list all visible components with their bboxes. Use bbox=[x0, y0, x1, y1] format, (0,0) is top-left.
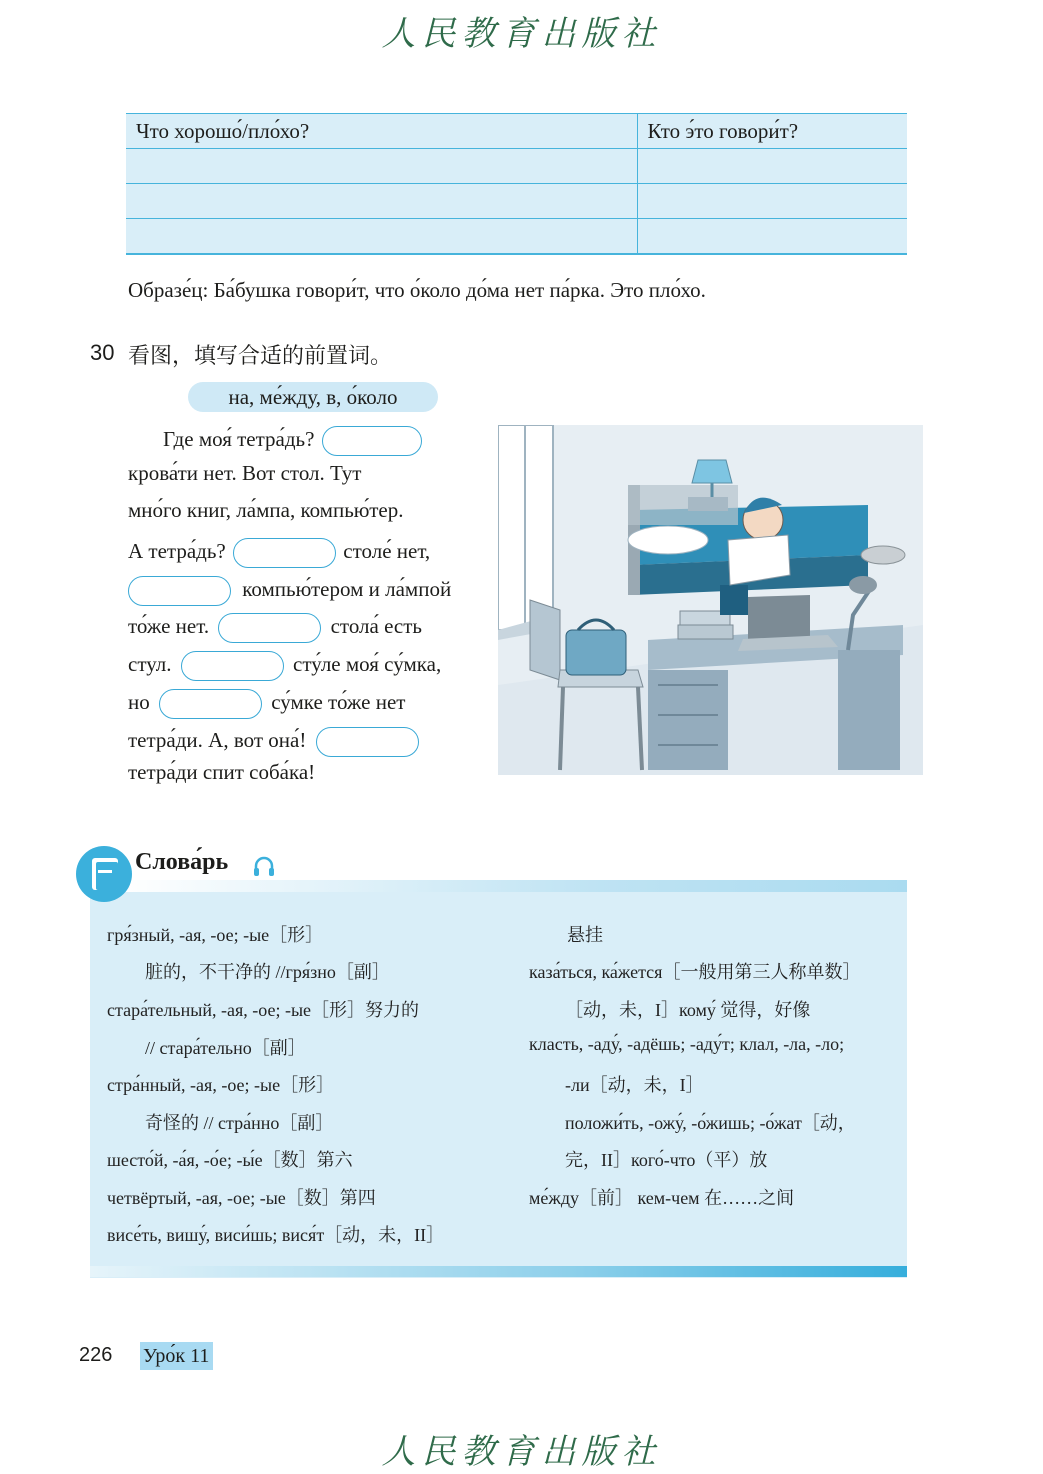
answer-blank-3[interactable] bbox=[128, 576, 231, 606]
text-line-5 bbox=[128, 576, 451, 606]
page-number: 226 bbox=[79, 1344, 113, 1366]
vocab-entry: -ли［动，未，I］ bbox=[565, 1075, 704, 1095]
text-line-7 bbox=[128, 651, 441, 681]
answer-blank-4[interactable] bbox=[218, 613, 321, 643]
table-header-row bbox=[126, 114, 907, 149]
vocab-entry: висе́ть, вишу́, виси́шь; вися́т［动，未，II］ bbox=[107, 1225, 445, 1245]
exercise-number: 30 bbox=[90, 340, 115, 365]
text-line-6 bbox=[128, 613, 422, 643]
answer-blank-6[interactable] bbox=[159, 689, 262, 719]
table-row bbox=[126, 219, 907, 254]
publisher-logo-bottom: 人民教育出版社 bbox=[381, 1432, 662, 1472]
table-cell[interactable] bbox=[637, 219, 907, 254]
line-text: стул. bbox=[128, 651, 172, 676]
line-text: столе́ нет, bbox=[343, 538, 431, 563]
text-line-9 bbox=[128, 727, 419, 757]
word-bank: на, ме́жду, в, о́коло bbox=[188, 382, 438, 412]
answer-blank-2[interactable] bbox=[233, 538, 336, 568]
line-text: мно́го книг, ла́мпа, компью́тер. bbox=[128, 498, 404, 522]
survey-table bbox=[126, 113, 907, 255]
table-header-good-bad: Что хорошо́/пло́хо? bbox=[126, 114, 637, 149]
text-line-1 bbox=[163, 426, 422, 456]
vocab-entry: шесто́й, -а́я, -о́е; -ы́е［数］第六 bbox=[107, 1150, 353, 1170]
text-line-4 bbox=[128, 538, 430, 568]
text-line-8 bbox=[128, 689, 405, 719]
text-line-2 bbox=[128, 461, 361, 486]
vocab-entry: каза́ться, ка́жется［一般用第三人称单数］ bbox=[529, 962, 861, 982]
line-text: компью́тером и ла́мпой bbox=[242, 576, 452, 601]
answer-blank-7[interactable] bbox=[316, 727, 419, 757]
table-cell[interactable] bbox=[126, 184, 637, 219]
vocab-entry: стара́тельный, -ая, -ое; -ые［形］努力的 bbox=[107, 1000, 420, 1020]
line-text: но bbox=[128, 689, 150, 714]
vocab-entry: ме́жду［前］ кем-чем 在……之间 bbox=[529, 1188, 795, 1208]
line-text: тетра́ди спит соба́ка! bbox=[128, 760, 316, 784]
exercise-task: 看图，填写合适的前置词。 bbox=[128, 344, 393, 369]
vocab-entry: ［动，未，I］кому́ 觉得，好像 bbox=[565, 1000, 811, 1020]
table-header-who-says: Кто э́то говори́т? bbox=[637, 114, 907, 149]
text-line-3 bbox=[128, 498, 403, 523]
line-text: крова́ти нет. Вот стол. Тут bbox=[128, 461, 362, 485]
vocab-entry: стра́нный, -ая, -ое; -ые［形］ bbox=[107, 1075, 335, 1095]
vocabulary-title: Слова́рь bbox=[135, 849, 229, 875]
vocab-entry: четвёртый, -ая, -ое; -ые［数］第四 bbox=[107, 1188, 376, 1208]
vocab-entry: гря́зный, -ая, -ое; -ые［形］ bbox=[107, 925, 324, 945]
text-line-10 bbox=[128, 760, 315, 785]
line-text: А тетра́дь? bbox=[128, 538, 226, 563]
table-row bbox=[126, 184, 907, 219]
table-cell[interactable] bbox=[126, 219, 637, 254]
lesson-label: Уро́к 11 bbox=[140, 1342, 213, 1370]
table-cell[interactable] bbox=[637, 184, 907, 219]
vocab-entry: положи́ть, -ожу́, -о́жишь; -о́жат［动， bbox=[565, 1113, 856, 1133]
answer-blank-1[interactable] bbox=[322, 426, 422, 456]
dictionary-icon bbox=[76, 846, 132, 902]
line-text: сту́ле моя́ су́мка, bbox=[293, 651, 442, 676]
answer-blank-5[interactable] bbox=[181, 651, 284, 681]
table-cell[interactable] bbox=[126, 149, 637, 184]
line-text: тетра́ди. А, вот она́! bbox=[128, 727, 307, 752]
line-text: су́мке то́же нет bbox=[271, 689, 406, 714]
line-text: то́же нет. bbox=[128, 613, 210, 638]
sample-sentence: Образе́ц: Ба́бушка говори́т, что о́коло до́ма нет па́рка. Это пло́хо. bbox=[128, 278, 706, 302]
line-text: Где моя́ тетра́дь? bbox=[163, 426, 315, 451]
vocab-entry: // стара́тельно［副］ bbox=[145, 1038, 306, 1058]
line-text: стола́ есть bbox=[330, 613, 423, 638]
table-row bbox=[126, 149, 907, 184]
vocab-entry: класть, -аду́, -адёшь; -аду́т; клал, -ла, -ло; bbox=[529, 1034, 845, 1054]
vocab-entry: 完，II］кого́-что（平）放 bbox=[565, 1150, 768, 1170]
bedroom-illustration bbox=[498, 425, 923, 775]
vocab-entry: 奇怪的 // стра́нно［副］ bbox=[145, 1113, 334, 1133]
vocabulary-top-band bbox=[120, 880, 907, 892]
headphones-icon[interactable] bbox=[252, 854, 276, 878]
publisher-logo-top: 人民教育出版社 bbox=[381, 14, 662, 54]
vocab-entry: 脏的，不干净的 //гря́зно［副］ bbox=[145, 962, 390, 982]
vocab-entry: 悬挂 bbox=[567, 925, 603, 945]
table-cell[interactable] bbox=[637, 149, 907, 184]
vocabulary-bottom-band bbox=[90, 1266, 907, 1277]
